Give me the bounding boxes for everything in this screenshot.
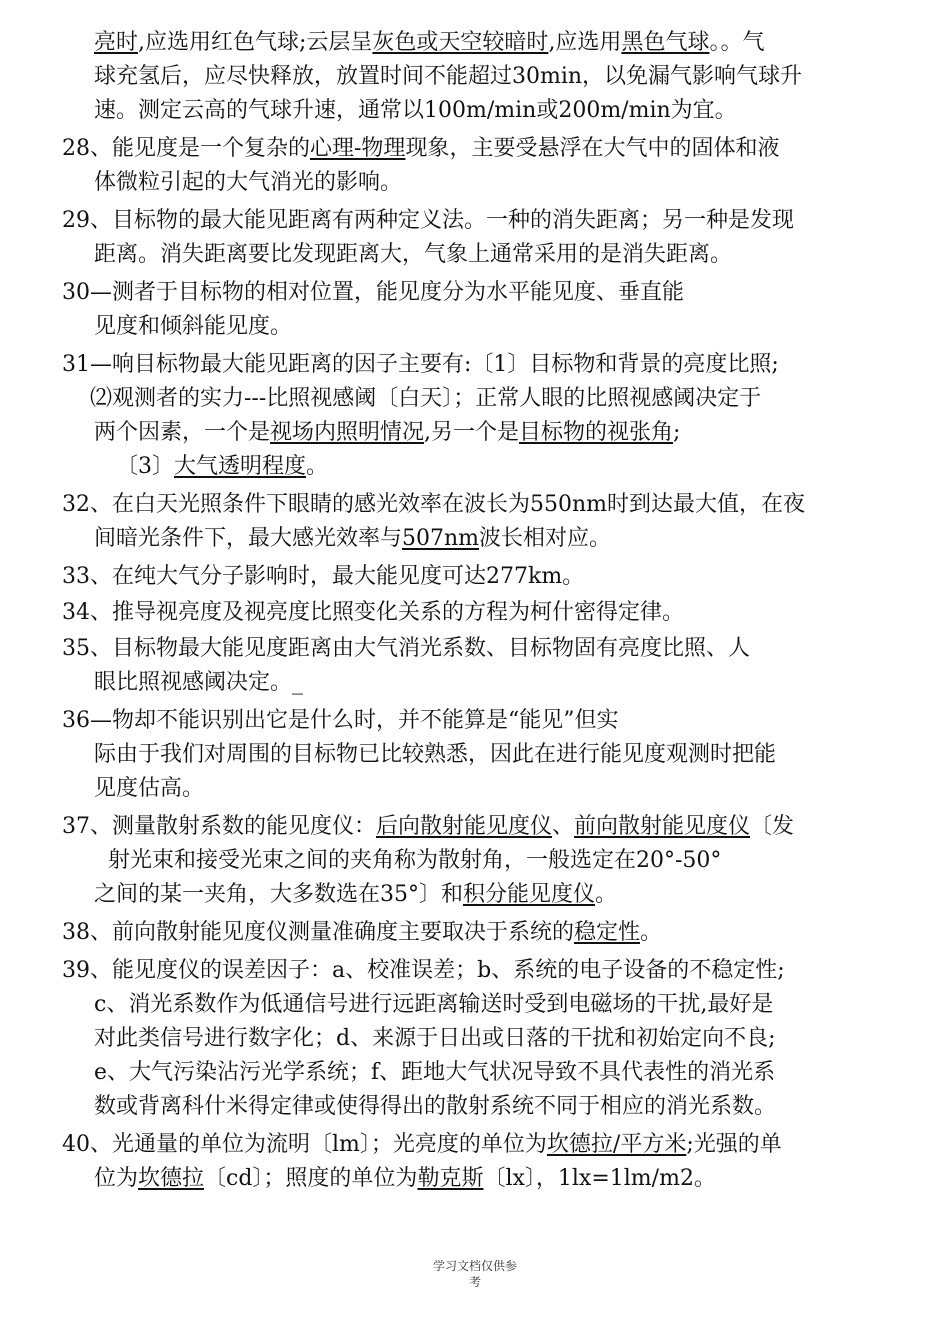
text-line: [62, 562, 584, 592]
text-segment: 对此类信号进行数字化；d、来源于日出或日落的干扰和初始定向不良;: [94, 1026, 776, 1051]
text-segment: ,应选用红色气球;云层呈: [138, 30, 373, 55]
text-line: [62, 1130, 782, 1160]
underlined-term: 坎德拉/平方米: [546, 1132, 687, 1157]
text-segment: 39、能见度仪的误差因子：a、校准误差；b、系统的电子设备的不稳定性;: [62, 958, 785, 983]
text-line: [94, 1092, 776, 1122]
text-segment: 29、目标物的最大能见距离有两种定义法。一种的消失距离；另一种是发现: [62, 208, 794, 233]
underlined-term: 前向散射能见度仪: [574, 814, 751, 839]
text-segment: 体微粒引起的大气消光的影响。: [94, 170, 403, 195]
text-segment: 见度估高。: [94, 776, 205, 801]
text-line: [108, 846, 721, 876]
text-segment: 〔lx〕，1lx=1lm/m2。: [483, 1166, 716, 1191]
text-segment: 〔发: [750, 814, 795, 839]
text-line: [62, 956, 785, 986]
text-segment: 30—测者于目标物的相对位置，能见度分为水平能见度、垂直能: [62, 280, 684, 305]
text-segment: 28、能见度是一个复杂的: [62, 136, 310, 161]
text-line: [94, 1024, 776, 1054]
text-line: [62, 350, 779, 380]
text-line: [94, 1058, 775, 1088]
underlined-term: 坎德拉: [138, 1166, 205, 1191]
text-line: [94, 312, 292, 342]
text-segment: 36—物却不能识别出它是什么时，并不能算是“能见”但实: [62, 708, 619, 733]
text-line: [94, 774, 204, 804]
underlined-term: 视场内照明情况: [270, 420, 425, 445]
underlined-term: 心理-物理: [310, 136, 406, 161]
text-segment: 数或背离科什米得定律或使得得出的散射系统不同于相应的消光系数。: [94, 1094, 777, 1119]
underlined-term: 积分能见度仪: [463, 882, 596, 907]
text-segment: 、: [552, 814, 575, 839]
underlined-term: 勒克斯: [417, 1166, 484, 1191]
text-segment: 34、推导视亮度及视亮度比照变化关系的方程为柯什密得定律。: [62, 600, 684, 625]
text-segment: 32、在白天光照条件下眼睛的感光效率在波长为550nm时到达最大值，在夜: [62, 492, 806, 517]
underlined-term: 大气透明程度: [174, 454, 307, 479]
footer-line-1: 学习文档仅供参: [432, 1259, 517, 1273]
text-line: [94, 668, 303, 698]
text-segment: 33、在纯大气分子影响时，最大能见度可达277km。: [62, 564, 585, 589]
text-line: [94, 96, 737, 126]
text-line: [94, 240, 732, 270]
underlined-term: 黑色气球: [621, 30, 710, 55]
underlined-term: 亮时: [94, 30, 139, 55]
text-line: [62, 918, 662, 948]
text-segment: 〔cd〕；照度的单位为: [204, 1166, 418, 1191]
text-line: [94, 1164, 716, 1194]
text-segment: 速。测定云高的气球升速，通常以100m/min或200m/min为宜。: [94, 98, 737, 123]
text-line: [94, 524, 611, 554]
text-segment: ,另一个是: [424, 420, 520, 445]
text-segment: 37、测量散射系数的能见度仪：: [62, 814, 376, 839]
text-segment: 两个因素，一个是: [94, 420, 271, 445]
text-segment: 际由于我们对周围的目标物已比较熟悉，因此在进行能见度观测时把能: [94, 742, 777, 767]
underlined-term: 稳定性: [574, 920, 641, 945]
text-line: [62, 206, 794, 236]
text-line: [94, 740, 776, 770]
text-segment: 距离。消失距离要比发现距离大，气象上通常采用的是消失距离。: [94, 242, 733, 267]
footer-line-2: 考: [468, 1275, 481, 1289]
text-segment: c、消光系数作为低通信号进行远距离输送时受到电磁场的干扰,最好是: [94, 992, 774, 1017]
text-line: [62, 706, 619, 736]
text-segment: 见度和倾斜能见度。: [94, 314, 293, 339]
underlined-term: 后向散射能见度仪: [376, 814, 553, 839]
page-footer: [0, 1258, 950, 1290]
text-segment: 〔3〕: [116, 454, 174, 479]
text-segment: 之间的某一夹角，大多数选在35°〕和: [94, 882, 463, 907]
text-line: [94, 880, 617, 910]
text-segment: 40、光通量的单位为流明〔lm〕；光亮度的单位为: [62, 1132, 547, 1157]
text-segment: 31—响目标物最大能见距离的因子主要有:〔1〕目标物和背景的亮度比照;: [62, 352, 779, 377]
underlined-term: 目标物的视张角: [519, 420, 674, 445]
text-segment: 。: [595, 882, 618, 907]
text-line: [62, 598, 684, 628]
text-line: [62, 490, 805, 520]
text-line: [62, 278, 684, 308]
text-line: [94, 28, 764, 58]
text-segment: 38、前向散射能见度仪测量准确度主要取决于系统的: [62, 920, 574, 945]
text-line: [62, 134, 779, 164]
text-segment: 。: [306, 454, 329, 479]
text-line: [94, 418, 680, 448]
text-line: [62, 634, 750, 664]
text-line: [116, 452, 328, 482]
text-segment: 球充氢后，应尽快释放，放置时间不能超过30min，以免漏气影响气球升: [94, 64, 803, 89]
text-segment: 。。气: [709, 30, 765, 55]
text-segment: 35、目标物最大能见度距离由大气消光系数、目标物固有亮度比照、人: [62, 636, 750, 661]
text-segment: 间暗光条件下，最大感光效率与: [94, 526, 403, 551]
text-segment: 波长相对应。: [479, 526, 612, 551]
underlined-term: 507nm: [402, 526, 480, 551]
text-segment: ,应选用: [548, 30, 622, 55]
text-line: [94, 990, 773, 1020]
text-segment: ;光强的单: [686, 1132, 782, 1157]
text-line: [94, 168, 402, 198]
text-segment: 位为: [94, 1166, 139, 1191]
text-line: [90, 384, 761, 414]
text-line: [62, 812, 794, 842]
text-segment: 现象，主要受悬浮在大气中的固体和液: [405, 136, 780, 161]
text-segment: ⑵观测者的实力---比照视感阈〔白天〕；正常人眼的比照视感阈决定于: [90, 386, 762, 411]
text-segment: 眼比照视感阈决定。_: [94, 670, 304, 695]
text-segment: 射光束和接受光束之间的夹角称为散射角，一般选定在20°-50°: [108, 848, 722, 873]
text-line: [94, 62, 802, 92]
text-segment: 。: [640, 920, 663, 945]
underlined-term: 灰色或天空较暗时: [372, 30, 549, 55]
text-segment: e、大气污染沾污光学系统；f、距地大气状况导致不具代表性的消光系: [94, 1060, 776, 1085]
text-segment: ;: [673, 420, 681, 445]
